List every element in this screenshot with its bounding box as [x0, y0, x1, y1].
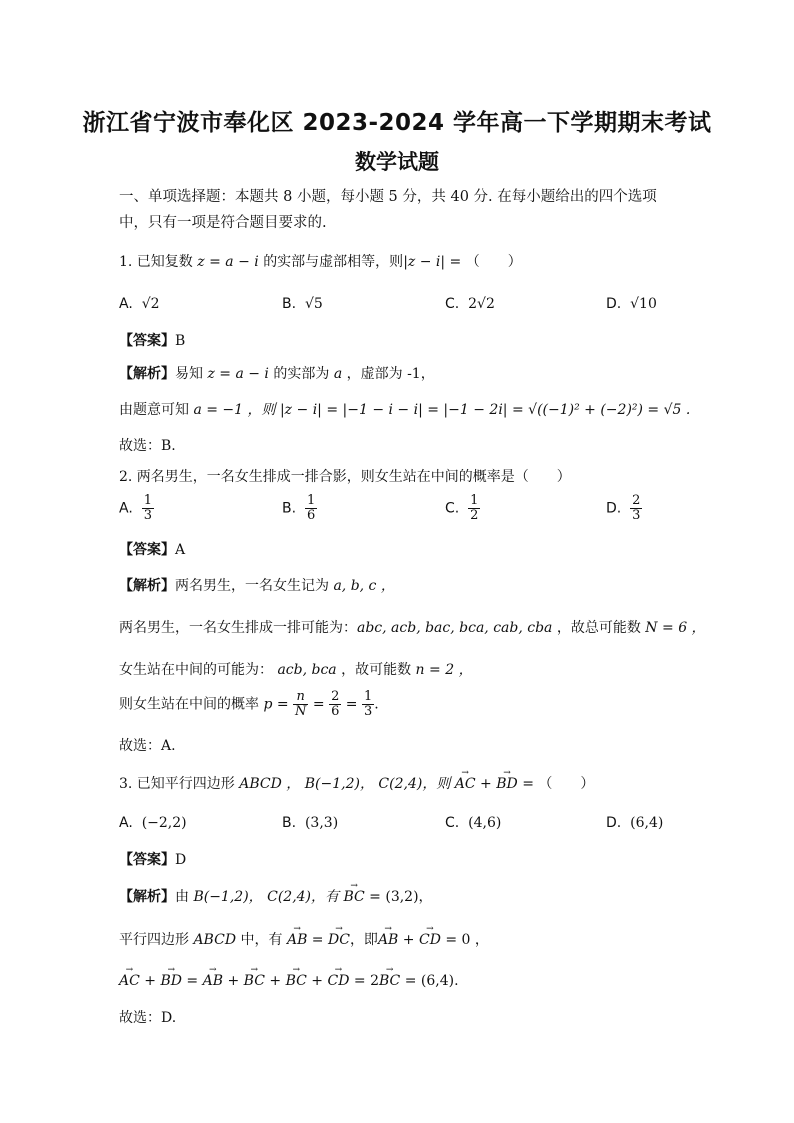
q2-option-a: A. $\frac{1}{3}$	[119, 493, 152, 523]
q2-solution-line-2: 两名男生，一名女生排成一排可能为：abc, acb, bac, bca, cab, cba ，故总可能数 N = 6 ，	[119, 620, 706, 636]
q2-option-b: B. $\frac{1}{6}$	[282, 493, 316, 523]
q3-solution-line-3: → AC + → BD = → AB + → BC + → BC + → CD = 2→ BC = (6,4).	[119, 971, 459, 991]
q1-solution-line-2: 由题意可知 a = −1 ，则 |z − i| = |−1 − i − i| = |−1 − 2i| = √((−1)² + (−2)²) = √5 .	[119, 402, 691, 418]
question-2-stem: 2. 两名男生，一名女生排成一排合影，则女生站在中间的概率是（ ）	[119, 469, 571, 485]
q2-solution-line-4: 则女生站在中间的概率 p = $\frac{n}{N}$ = $\frac{2}{6}$ = $\frac{1}{3}$ .	[119, 689, 379, 719]
q1-option-d: D. √10	[606, 296, 657, 312]
q2-option-c: C. $\frac{1}{2}$	[445, 493, 479, 523]
q3-option-b: B. (3,3)	[282, 815, 339, 831]
q2-choice: 故选：A.	[119, 738, 176, 754]
q2-solution-line-1: 【解析】两名男生，一名女生记为 a, b, c ，	[119, 578, 395, 594]
q3-option-c: C. (4,6)	[445, 815, 502, 831]
page-title: 浙江省宁波市奉化区 2023-2024 学年高一下学期期末考试	[82, 110, 712, 136]
question-3-stem: 3. 已知平行四边形 ABCD ， B(−1,2)， C(2,4)，则 → AC + → BD = （ ）	[119, 774, 594, 794]
q1-choice: 故选：B.	[119, 438, 176, 454]
q3-option-d: D. (6,4)	[606, 815, 664, 831]
q2-option-d: D. $\frac{2}{3}$	[606, 493, 641, 523]
q1-option-c: C. 2√2	[445, 296, 495, 312]
q1-option-a: A. √2	[119, 296, 160, 312]
q2-solution-line-3: 女生站在中间的可能为： acb, bca ，故可能数 n = 2 ，	[119, 662, 473, 678]
q2-answer: 【答案】A	[119, 542, 186, 558]
q1-solution-line-1: 【解析】易知 z = a − i 的实部为 a ，虚部为 -1，	[119, 366, 435, 382]
q1-option-b: B. √5	[282, 296, 323, 312]
page-subtitle: 数学试题	[355, 150, 439, 174]
section-intro: 一、单项选择题：本题共 8 小题，每小题 5 分，共 40 分. 在每小题给出的四个选项中，只有一项是符合题目要求的.	[119, 189, 657, 231]
q3-solution-line-2: 平行四边形 ABCD 中，有 → AB = → DC，即→ AB + → CD = 0 ，	[119, 930, 489, 950]
q3-option-a: A. (−2,2)	[119, 815, 187, 831]
q1-answer: 【答案】B	[119, 333, 186, 349]
question-1-stem: 1. 已知复数 z = a − i 的实部与虚部相等，则|z − i| = （ ）	[119, 254, 522, 270]
q3-answer: 【答案】D	[119, 852, 187, 868]
q3-solution-line-1: 【解析】由 B(−1,2)， C(2,4)，有 → BC = (3,2)，	[119, 887, 433, 907]
q3-choice: 故选：D.	[119, 1010, 177, 1026]
